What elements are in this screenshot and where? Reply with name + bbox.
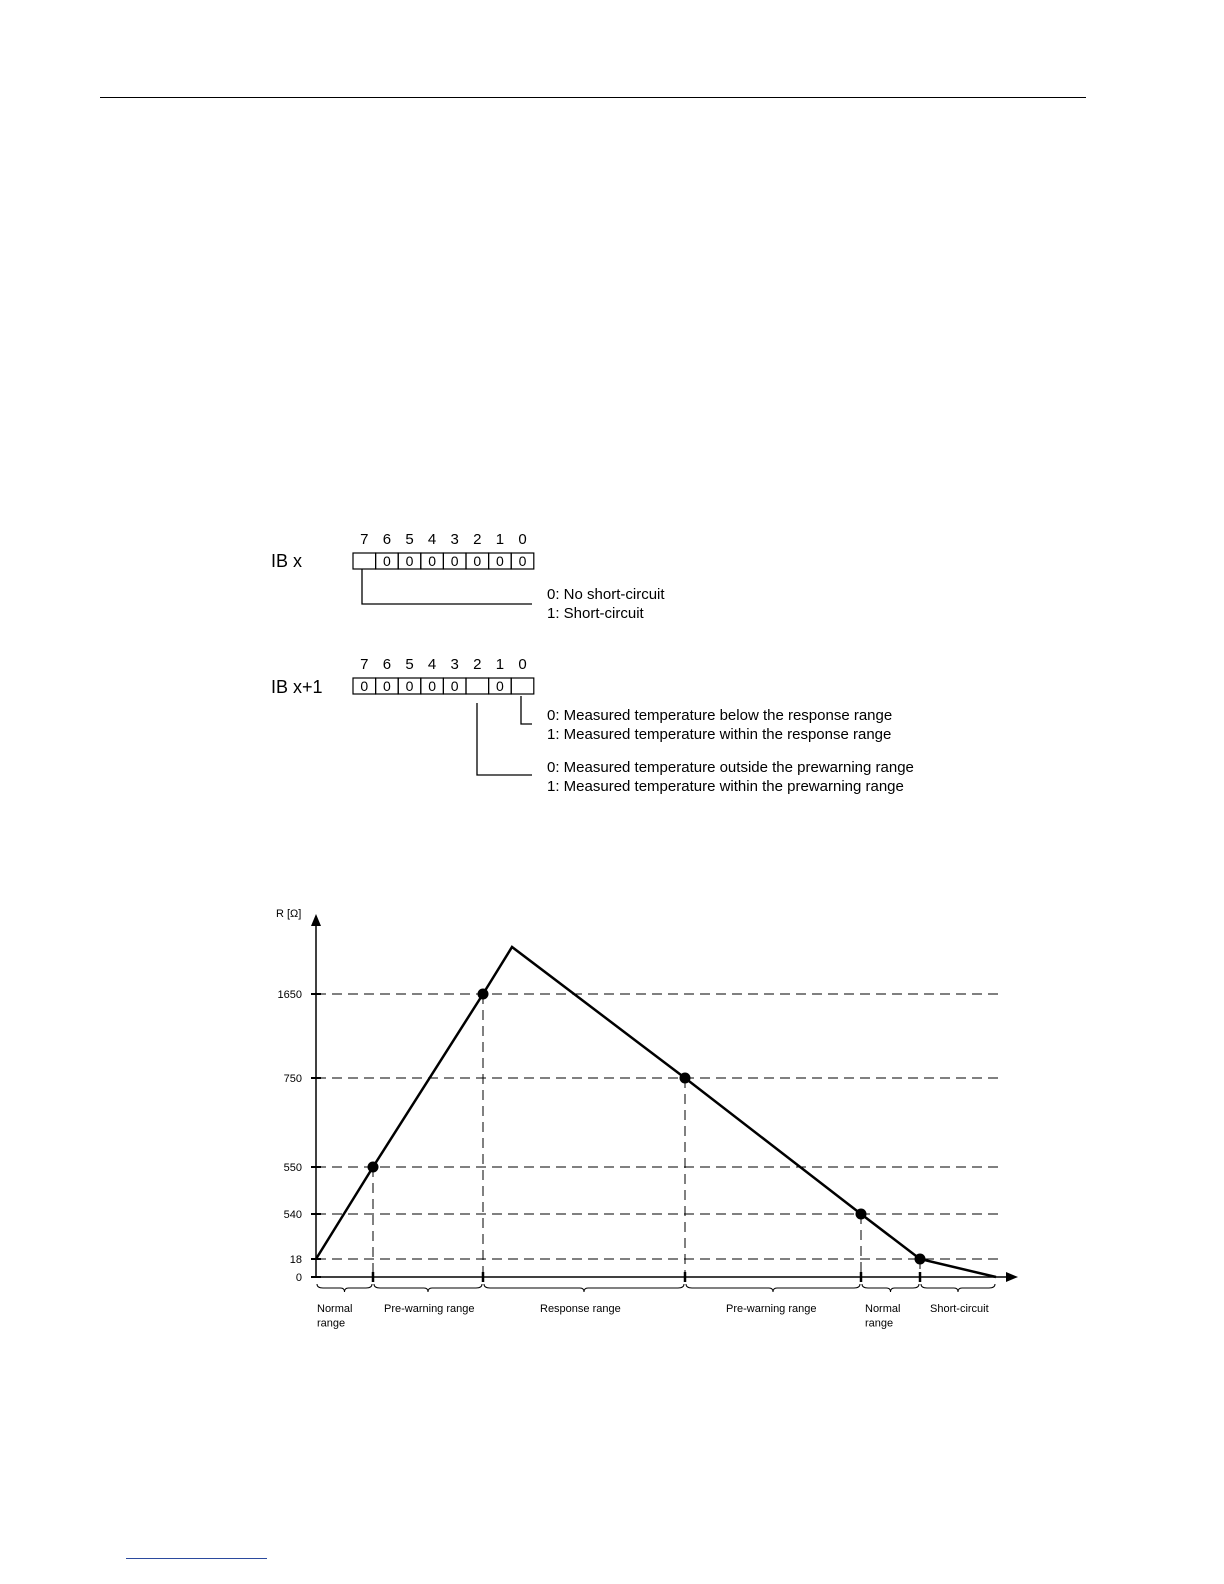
y-tick-label: 750 xyxy=(283,1073,302,1085)
data-point xyxy=(856,1209,867,1220)
resistance-chart xyxy=(276,908,1018,1330)
data-point xyxy=(478,989,489,1000)
byte2-legend-bit0-1: 1: Measured temperature within the response range xyxy=(547,726,892,743)
data-point xyxy=(915,1254,926,1265)
y-tick-label: 1650 xyxy=(277,989,302,1001)
byte1-bit7-leader xyxy=(362,569,532,604)
data-point xyxy=(680,1073,691,1084)
range-brace xyxy=(484,1284,684,1292)
byte1-bit-value: 0 xyxy=(428,553,436,569)
range-label: Normal xyxy=(317,1303,353,1315)
byte1-bit-value: 0 xyxy=(405,553,414,569)
range-label: Pre-warning range xyxy=(384,1303,475,1315)
range-brace xyxy=(862,1284,919,1292)
y-tick-label: 550 xyxy=(283,1162,302,1174)
byte2-bit-value: 0 xyxy=(428,678,436,694)
byte2-legend-bit2-1: 1: Measured temperature within the prewarning range xyxy=(547,778,904,795)
footer-link-underline xyxy=(126,1558,267,1559)
byte2-bit-value: 0 xyxy=(360,678,369,694)
y-tick-label: 0 xyxy=(295,1272,302,1284)
byte2-bit2-leader xyxy=(477,703,532,775)
byte1-bit-number: 6 xyxy=(382,531,392,548)
byte2-bit-number: 0 xyxy=(518,656,527,673)
byte1-legend-0: 0: No short-circuit xyxy=(547,586,665,603)
byte2-bit-cell xyxy=(511,678,534,694)
range-label: Response range xyxy=(540,1303,621,1315)
y-axis-label: R [Ω] xyxy=(276,908,302,920)
byte2-bit-number: 1 xyxy=(495,656,505,673)
byte2-bit-value: 0 xyxy=(496,678,504,694)
byte1-bit-cell xyxy=(353,553,376,569)
range-brace xyxy=(374,1284,482,1292)
byte2-bit-value: 0 xyxy=(383,678,391,694)
byte2-bit-number: 6 xyxy=(382,656,392,673)
y-axis-arrow xyxy=(311,914,321,926)
range-brace xyxy=(317,1284,372,1292)
y-tick-label: 540 xyxy=(283,1209,302,1221)
byte2-bit-value: 0 xyxy=(450,678,459,694)
byte1-bit-value: 0 xyxy=(450,553,459,569)
byte2-bit-number: 2 xyxy=(473,656,482,673)
byte2-legend-bit2-0: 0: Measured temperature outside the prewarning range xyxy=(547,759,914,776)
range-label: range xyxy=(865,1317,894,1330)
byte1-bit-number: 1 xyxy=(495,531,505,548)
byte2-bit-value: 0 xyxy=(405,678,414,694)
range-label: Short-circuit xyxy=(930,1303,989,1315)
byte1-bit-number: 5 xyxy=(405,531,414,548)
byte1-bit-value: 0 xyxy=(518,553,527,569)
series-line xyxy=(316,947,996,1277)
byte1-bit-number: 4 xyxy=(427,531,437,548)
byte2-bit-number: 4 xyxy=(427,656,437,673)
byte2-bit-number: 3 xyxy=(450,656,459,673)
range-label: Pre-warning range xyxy=(726,1303,817,1315)
range-brace xyxy=(921,1284,995,1292)
byte1-bit-number: 0 xyxy=(518,531,527,548)
y-tick-label: 18 xyxy=(289,1254,302,1266)
byte1-bit-number: 2 xyxy=(473,531,482,548)
range-label: Normal xyxy=(865,1303,901,1315)
range-brace xyxy=(686,1284,860,1292)
byte2-bit0-leader xyxy=(521,696,532,724)
byte1-bit-value: 0 xyxy=(473,553,482,569)
byte2-bit-number: 7 xyxy=(360,656,369,673)
byte1-bit-value: 0 xyxy=(383,553,391,569)
range-label: range xyxy=(317,1317,346,1330)
byte1-bit-number: 7 xyxy=(360,531,369,548)
byte1-legend-1: 1: Short-circuit xyxy=(547,605,644,622)
data-point xyxy=(368,1162,379,1173)
byte2-legend-bit0-0: 0: Measured temperature below the response range xyxy=(547,707,893,724)
byte2-bit-cell xyxy=(466,678,489,694)
byte1-bit-value: 0 xyxy=(496,553,504,569)
byte2-label: IB x+1 xyxy=(271,677,323,697)
byte2-bit-number: 5 xyxy=(405,656,414,673)
byte1-bit-number: 3 xyxy=(450,531,459,548)
byte1-label: IB x xyxy=(271,551,303,571)
x-axis-arrow xyxy=(1006,1272,1018,1282)
